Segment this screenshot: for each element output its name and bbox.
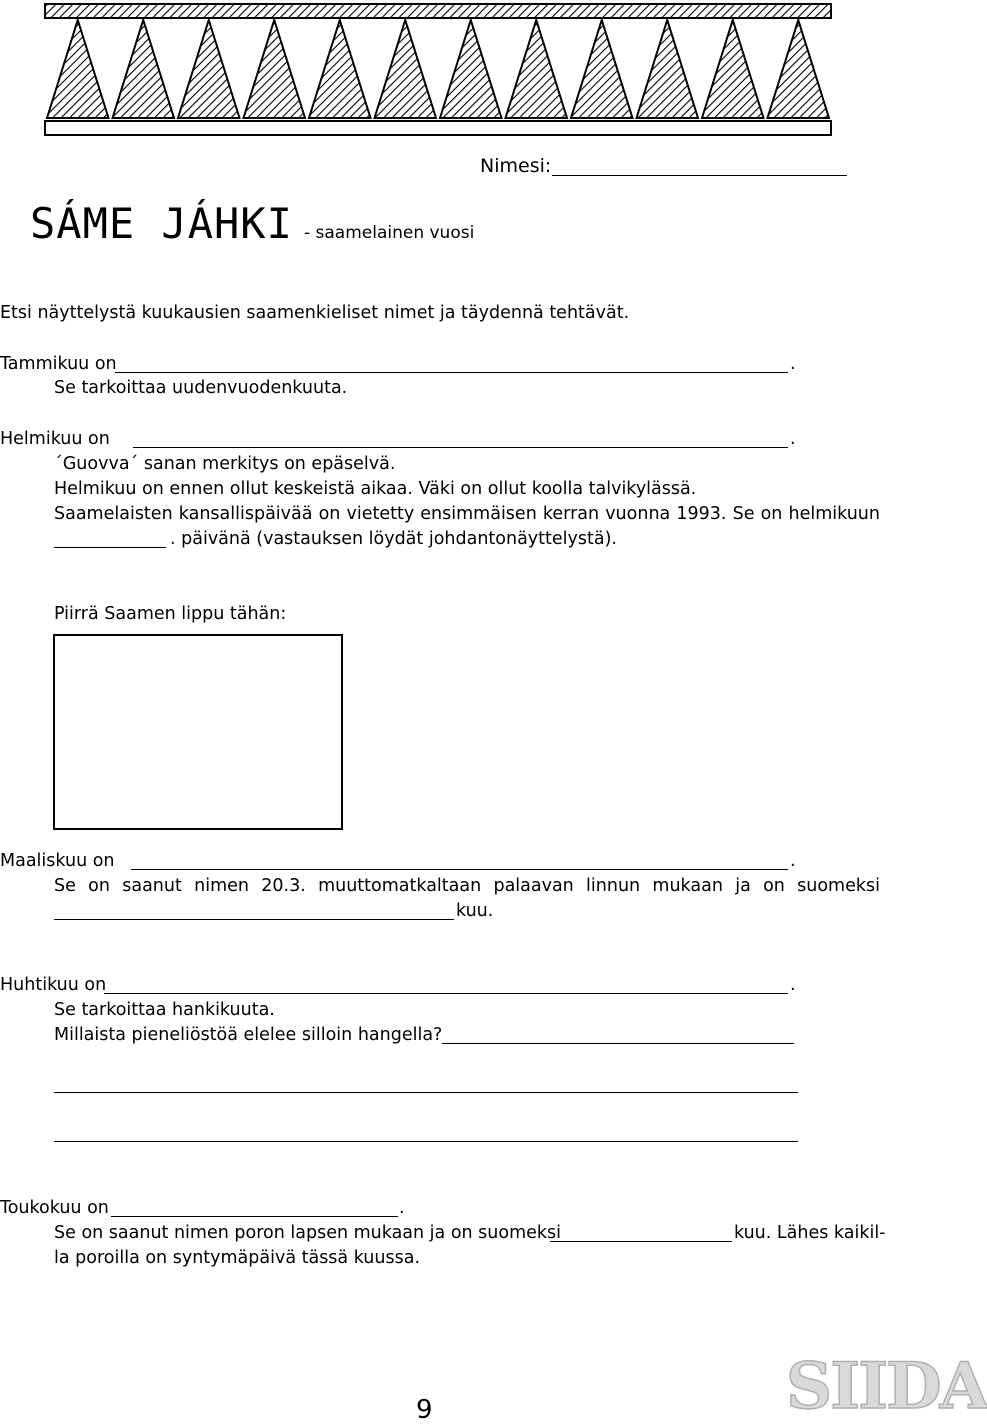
toukokuu-finnish-answer-line[interactable] [550,1241,732,1242]
helmikuu-line-1: ´Guovva´ sanan merkitys on epäselvä. [54,454,396,474]
page-title [30,200,474,248]
hatched-triangle [244,20,306,118]
maaliskuu-line-1: Se on saanut nimen 20.3. muuttomatkaltaan palaavan linnun mukaan ja on suomeksi [54,876,880,896]
helmikuu-line-4: . päivänä (vastauksen löydät johdantonäyttelystä). [170,529,617,549]
maaliskuu-label: Maaliskuu on [0,851,115,871]
title-subtitle: - saamelainen vuosi [303,223,475,243]
hatched-triangle [702,20,764,118]
hatched-triangle [47,20,109,118]
huhtikuu-line-2: Millaista pieneliöstöä elelee silloin hangella? [54,1025,443,1045]
toukokuu-period: . [399,1198,405,1218]
huhtikuu-label: Huhtikuu on [0,975,107,995]
instructions: Etsi näyttelystä kuukausien saamenkieliset nimet ja täydennä tehtävät. [0,303,630,323]
hatched-triangle [375,20,437,118]
toukokuu-answer-line[interactable] [111,1216,398,1217]
hatched-triangle [768,20,830,118]
maaliskuu-finnish-answer-line[interactable] [54,919,454,920]
flag-prompt: Piirrä Saamen lippu tähän: [54,604,287,624]
huhtikuu-answer-line-3[interactable] [54,1141,798,1142]
hatched-triangle [178,20,240,118]
tammikuu-period: . [790,354,796,374]
maaliskuu-answer-line[interactable] [131,869,788,870]
tammikuu-meaning: Se tarkoittaa uudenvuodenkuuta. [54,378,348,398]
top-hatched-bar [45,4,831,18]
helmikuu-answer-line[interactable] [133,447,788,448]
bottom-outline-bar [45,121,831,135]
helmikuu-period: . [790,429,796,449]
hatched-triangle [637,20,699,118]
tammikuu-answer-line[interactable] [115,372,788,373]
toukokuu-label: Toukokuu on [0,1198,109,1218]
helmikuu-line-2: Helmikuu on ennen ollut keskeistä aikaa. Väki on ollut koolla talvikylässä. [54,479,697,499]
huhtikuu-period: . [790,975,796,995]
flag-drawing-box[interactable] [53,634,343,830]
maaliskuu-period: . [790,851,796,871]
huhtikuu-answer-line-2[interactable] [54,1092,798,1093]
helmikuu-date-answer-line[interactable] [54,547,166,548]
huhtikuu-answer-line-1[interactable] [442,1043,794,1044]
huhtikuu-answer-line[interactable] [104,993,788,994]
tammikuu-label: Tammikuu on [0,354,117,374]
hatched-triangle [309,20,371,118]
name-answer-line[interactable] [552,175,847,176]
hatched-triangle [571,20,633,118]
hatched-triangle [113,20,175,118]
title-main: SÁME JÁHKI [30,199,293,248]
hatched-triangle [506,20,568,118]
toukokuu-line-1-end: kuu. Lähes kaikil- [734,1223,886,1243]
helmikuu-line-3: Saamelaisten kansallispäivää on vietetty ensimmäisen kerran vuonna 1993. Se on helmikuun [54,504,880,524]
page-number: 9 [416,1395,433,1425]
hatched-triangle [440,20,502,118]
decorative-border [0,0,960,140]
huhtikuu-line-1: Se tarkoittaa hankikuuta. [54,1000,275,1020]
nimesi-label: Nimesi: [480,155,552,177]
toukokuu-line-1: Se on saanut nimen poron lapsen mukaan ja on suomeksi [54,1223,562,1243]
triangle-row [47,20,829,118]
maaliskuu-line-2: kuu. [456,901,494,921]
siida-logo: SIIDA [786,1349,987,1424]
helmikuu-label: Helmikuu on [0,429,110,449]
toukokuu-line-2: la poroilla on syntymäpäivä tässä kuussa. [54,1248,421,1268]
